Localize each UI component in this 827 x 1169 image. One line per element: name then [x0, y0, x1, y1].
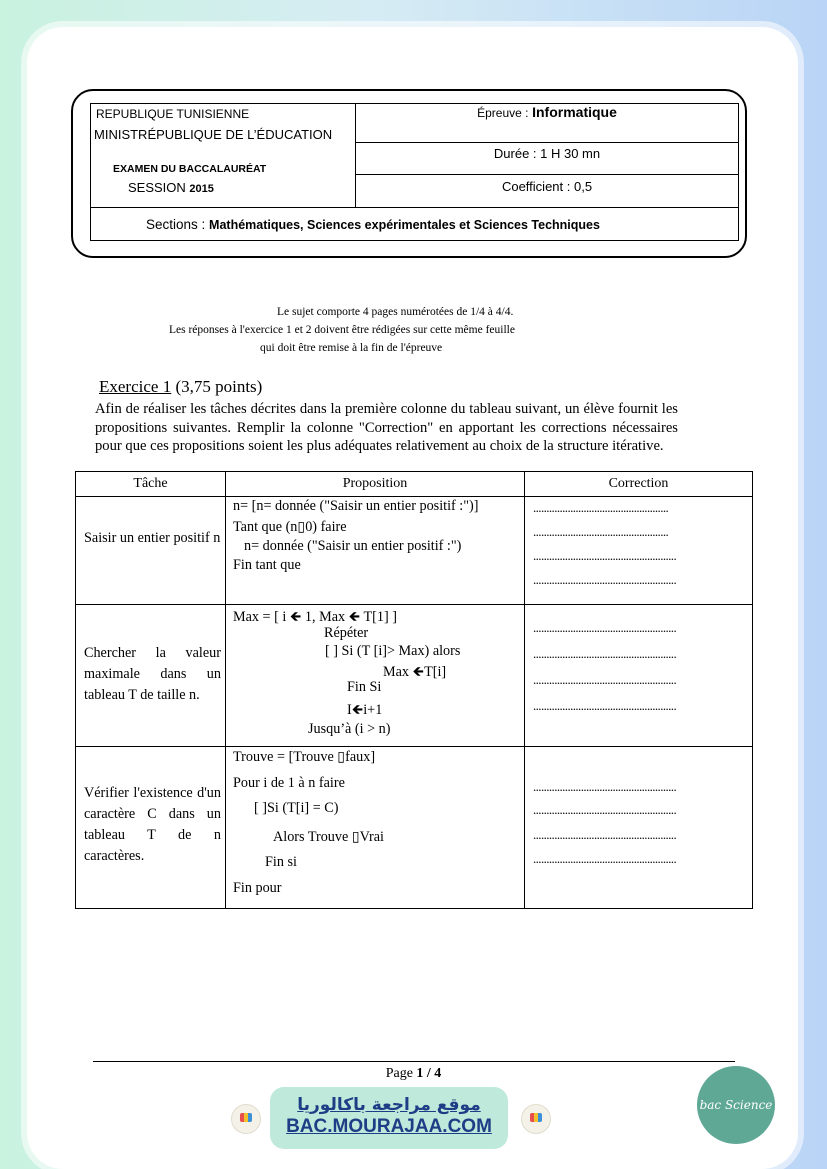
proposition-line: Jusqu’à (i > n) — [308, 721, 391, 737]
notice-line-3: qui doit être remise à la fin de l'épreuve — [260, 342, 443, 354]
proposition-line: Fin si — [265, 854, 297, 870]
epreuve-cell — [355, 104, 739, 120]
task-cell — [76, 747, 226, 909]
epreuve-value: Informatique — [532, 104, 617, 120]
site-url-link[interactable]: BAC.MOURAJAA.COM — [286, 1116, 492, 1137]
proposition-line: Max 🡸T[i] — [383, 664, 447, 680]
sections-row — [146, 217, 600, 232]
proposition-line: Répéter — [324, 625, 369, 641]
exercise-statement: Afin de réaliser les tâches décrites dans la première colonne du tableau suivant, un élève fournit les propositions suivantes. Remplir la colonne "Correction" en apportant les corrections nécessaires pour que ces propositions soient les plus adéquates relativement au choix de la structure itérative. — [95, 401, 678, 454]
epreuve-label: Épreuve : — [477, 106, 529, 120]
answer-line[interactable]: ...................................................... — [533, 698, 677, 713]
republic-label: REPUBLIQUE TUNISIENNE — [96, 107, 250, 121]
proposition-line: Fin pour — [233, 880, 282, 896]
answer-line[interactable]: ...................................................... — [533, 548, 677, 563]
header-proposition: Proposition — [226, 472, 525, 497]
proposition-line: Fin tant que — [233, 557, 301, 573]
exercise-title — [99, 377, 262, 397]
task-cell — [76, 497, 226, 605]
proposition-line: [ ] Si (T [i]> Max) alors — [325, 643, 461, 659]
footer-divider — [93, 1061, 735, 1062]
site-arabic-name[interactable]: موقع مراجعة باكالوريا — [297, 1095, 481, 1115]
notice-line-1: Le sujet comporte 4 pages numérotées de 1/4 à 4/4. — [277, 306, 514, 318]
site-logo-left-icon — [231, 1104, 261, 1134]
task-text: Saisir un entier positif n — [84, 530, 221, 546]
session-year: 2015 — [189, 183, 214, 195]
session-label: SESSION 2015 — [128, 180, 214, 195]
proposition-line: Pour i de 1 à n faire — [233, 775, 345, 791]
proposition-line: [ ]Si (T[i] = C) — [254, 800, 339, 816]
sections-label: Sections : — [146, 217, 206, 232]
site-banner[interactable] — [270, 1087, 508, 1149]
coefficient: Coefficient : 0,5 — [501, 179, 593, 194]
answer-line[interactable]: ...................................................... — [533, 827, 677, 842]
proposition-line: n= [n= donnée ("Saisir un entier positif :")] — [233, 498, 479, 514]
proposition-cell — [226, 497, 525, 605]
answer-line[interactable]: ...................................................... — [533, 779, 677, 794]
task-text: Vérifier l'existence d'un caractère C dans un tableau T de n caractères. — [84, 785, 221, 864]
proposition-line: Tant que (n▯0) faire — [233, 519, 347, 535]
answer-line[interactable]: ...................................................... — [533, 802, 677, 817]
answer-line[interactable]: ................................................... — [533, 524, 669, 539]
proposition-line: Max = [ i 🡸 1, Max 🡸 T[1] ] — [233, 609, 397, 625]
exercise-points: (3,75 points) — [175, 377, 263, 396]
correction-cell[interactable] — [525, 747, 753, 909]
notice-line-2: Les réponses à l'exercice 1 et 2 doivent être rédigées sur cette même feuille — [169, 324, 515, 336]
table-row — [76, 497, 753, 605]
proposition-line: I🡸i+1 — [347, 702, 383, 718]
proposition-line: n= donnée ("Saisir un entier positif :") — [244, 538, 462, 554]
answer-line[interactable]: ...................................................... — [533, 672, 677, 687]
ministry-label: MINISTRÉPUBLIQUE DE L’ÉDUCATION — [94, 127, 333, 142]
answer-line[interactable]: ...................................................... — [533, 620, 677, 635]
exercise-table — [75, 471, 753, 909]
proposition-line: Fin Si — [347, 679, 382, 695]
proposition-line: Trouve = [Trouve ▯faux] — [233, 749, 376, 765]
answer-line[interactable]: ...................................................... — [533, 572, 677, 587]
answer-line[interactable]: ...................................................... — [533, 646, 677, 661]
table-header-row — [76, 472, 753, 497]
task-text: Chercher la valeur maximale dans un tableau T de taille n. — [84, 645, 221, 703]
correction-cell[interactable] — [525, 497, 753, 605]
task-cell — [76, 605, 226, 747]
proposition-line: Alors Trouve ▯Vrai — [273, 829, 384, 845]
page-label: Page — [385, 1066, 413, 1081]
proposition-cell — [226, 605, 525, 747]
header-correction: Correction — [525, 472, 753, 497]
exercise-name: Exercice 1 — [99, 377, 172, 396]
correction-cell[interactable] — [525, 605, 753, 747]
header-tache: Tâche — [76, 472, 226, 497]
proposition-cell — [226, 747, 525, 909]
table-row — [76, 747, 753, 909]
site-logo-right-icon — [521, 1104, 551, 1134]
answer-line[interactable]: ................................................... — [533, 500, 669, 515]
bac-science-badge: bac Science — [697, 1066, 775, 1144]
answer-line[interactable]: ...................................................... — [533, 851, 677, 866]
duration: Durée : 1 H 30 mn — [493, 146, 601, 161]
page-number — [0, 1066, 827, 1082]
sections-value: Mathématiques, Sciences expérimentales et Sciences Techniques — [209, 218, 600, 232]
exam-label: EXAMEN DU BACCALAURÉAT — [113, 163, 267, 175]
page-value: 1 / 4 — [416, 1066, 442, 1081]
table-row — [76, 605, 753, 747]
